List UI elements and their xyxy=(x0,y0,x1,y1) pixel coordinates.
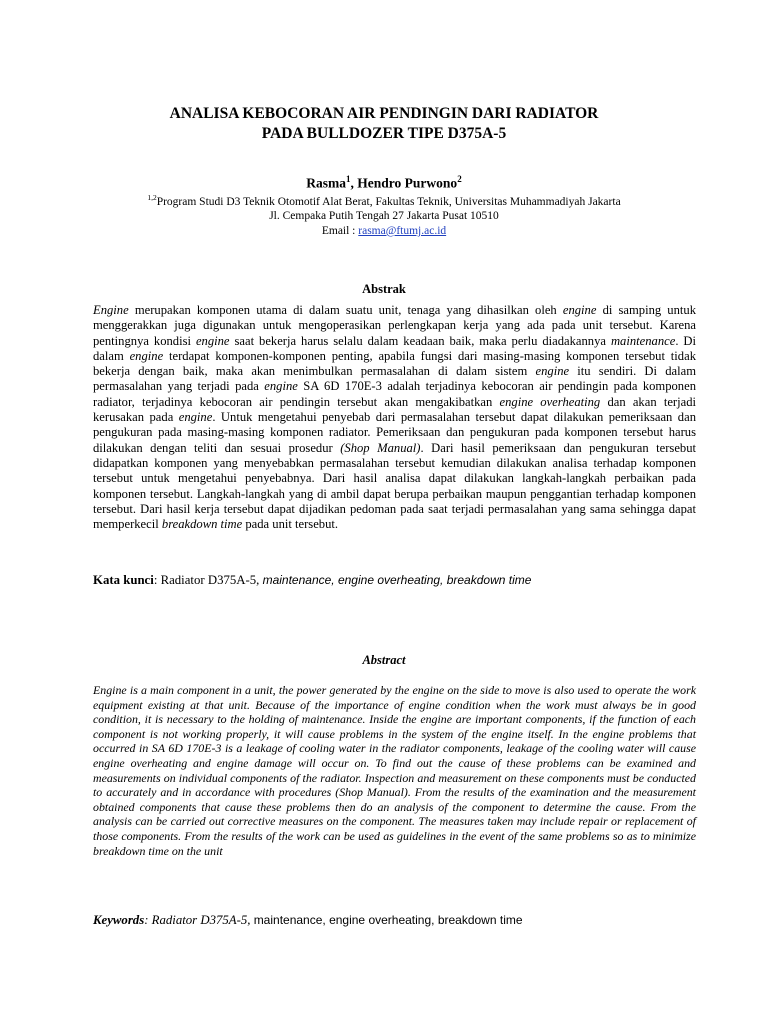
affiliation-line xyxy=(0,191,768,209)
kata-kunci-line xyxy=(93,573,713,588)
keywords-label: Keywords xyxy=(93,913,145,927)
kata-kunci-label: Kata kunci xyxy=(93,573,154,587)
abstrak-italic-term: engine xyxy=(562,303,597,317)
author-separator: , xyxy=(350,175,358,191)
abstrak-text-segment: dan akan terjadi kerusakan pada xyxy=(93,394,696,425)
abstrak-italic-term: engine xyxy=(195,333,230,348)
address-line: Jl. Cempaka Putih Tengah 27 Jakarta Pusat 10510 xyxy=(269,210,499,223)
author-name: Rasma xyxy=(306,175,347,191)
email-link[interactable]: rasma@ftumj.ac.id xyxy=(358,224,447,237)
abstrak-text-segment: SA 6D 170E-3 adalah terjadinya kebocoran air pendingin pada komponen radiator, terjadinya kebocoran air pendingin tersebut akan mengakibatkan xyxy=(93,379,696,409)
email-label: Email : xyxy=(321,224,359,237)
keywords-prefix: : Radiator D375A-5, xyxy=(144,913,254,927)
abstrak-italic-term: maintenance xyxy=(610,333,676,348)
author-affiliation-mark: 2 xyxy=(457,174,462,184)
keywords-terms: maintenance, engine overheating, breakdown time xyxy=(253,913,523,927)
abstrak-text-segment: . Di dalam xyxy=(93,333,697,363)
author-affiliation-mark: 1 xyxy=(346,174,351,184)
author-list xyxy=(0,174,768,192)
affiliation-mark: 1,2 xyxy=(147,193,157,202)
abstrak-text-segment: terdapat komponen-komponen penting, apabila fungsi dari masing-masing komponen tersebut tidak bekerja dengan baik, maka akan menimbulkan permasalahan di dalam sistem xyxy=(93,348,696,379)
title-line-1: ANALISA KEBOCORAN AIR PENDINGIN DARI RADIATOR xyxy=(169,105,599,122)
abstrak-text-segment: . Dari hasil pemeriksaan dan pengukuran tersebut didapatkan komponen yang menyebabkan permasalahan tersebut kemudian dilakukan analisa terhadap komponen tersebut untuk mengetahui penyebabnya. Dari hasil analisa dapat dilakukan langkah-langkah perbaikan pada komponen tersebut. Langkah-langkah yang di ambil dapat berupa perbaikan maupun penggantian terhadap komponen tersebut. Dari hasil kerja tersebut dapat dijadikan pedoman pada saat terjadi permasalahan yang sama sehingga dapat memperkecil xyxy=(93,440,697,532)
author-name: Hendro Purwono xyxy=(357,175,458,191)
abstrak-text-segment: di samping untuk menggerakkan juga digunakan untuk mengoperasikan perlengkapan kerja yang ada pada unit tersebut. Karena pentingnya kondisi xyxy=(93,303,696,348)
abstrak-text-segment: saat bekerja harus selalu dalam keadaan baik, maka perlu diadakannya xyxy=(229,333,611,348)
abstract-body: Engine is a main component in a unit, the power generated by the engine on the side to move is also used to operate the work equipment existing at that unit. Because of the importance of engine condition when the work must always be in good condition, it is necessary to the holding of maintenance. Inside the engine are important components, if the function of each component is not working properly, it will cause problems in the system of the engine itself. In the engine problems that occurred in SA 6D 170E-3 is a leakage of cooling water in the radiator components, leakage of the cooling water will cause engine overheating and engine damage will occur on. To find out the cause of these problems can be examined and measurements on individual components of the radiator. Inspection and measurement on these components must be conducted to accurately and in accordance with procedures (Shop Manual). From the results of the examination and the measurement obtained components that cause these problems then do an analysis of the component to determine the cause. From the analysis can be carried out corrective measures on the component. The measures taken may include repair or replacement of those components. From the results of the work can be used as guidelines in the event of the same problems so as to minimize breakdown time on the unit xyxy=(93,683,696,858)
abstrak-heading: Abstrak xyxy=(362,282,406,296)
abstrak-italic-term: engine xyxy=(178,410,213,425)
abstrak-body xyxy=(93,303,696,532)
abstrak-italic-term: engine xyxy=(535,364,570,379)
abstrak-italic-term: engine overheating xyxy=(499,394,601,409)
title-line-2: PADA BULLDOZER TIPE D375A-5 xyxy=(261,125,507,142)
affiliation-block xyxy=(0,191,768,238)
abstrak-text-segment: merupakan komponen utama di dalam suatu unit, tenaga yang dihasilkan oleh xyxy=(128,303,563,317)
abstract-heading: Abstract xyxy=(362,653,406,667)
email-line xyxy=(0,224,768,239)
abstrak-text-segment: . Untuk mengetahui penyebab dari permasalahan tersebut dapat dilakukan pemeriksaan dan pengukuran pada masing-masing komponen radiator. Pemeriksaan dan pengukuran pada komponen tersebut harus dilakukan dengan teliti dan sesuai prosedur xyxy=(93,410,696,455)
abstrak-italic-term: engine xyxy=(264,379,298,394)
paper-title xyxy=(0,104,768,144)
keywords-line xyxy=(93,913,713,928)
affiliation-text: Program Studi D3 Teknik Otomotif Alat Berat, Fakultas Teknik, Universitas Muhammadiyah Jakarta xyxy=(156,195,621,208)
abstrak-italic-term: (Shop Manual) xyxy=(340,440,421,455)
kata-kunci-prefix: : Radiator D375A-5, xyxy=(153,573,263,587)
abstrak-text-segment: itu sendiri. Di dalam permasalahan yang terjadi pada xyxy=(93,364,696,394)
abstrak-italic-term: engine xyxy=(129,348,164,363)
abstrak-italic-term: Engine xyxy=(93,303,129,317)
abstrak-italic-term: breakdown time xyxy=(161,517,243,532)
kata-kunci-terms: maintenance, engine overheating, breakdown time xyxy=(262,573,532,587)
abstrak-text-segment: pada unit tersebut. xyxy=(242,517,339,532)
